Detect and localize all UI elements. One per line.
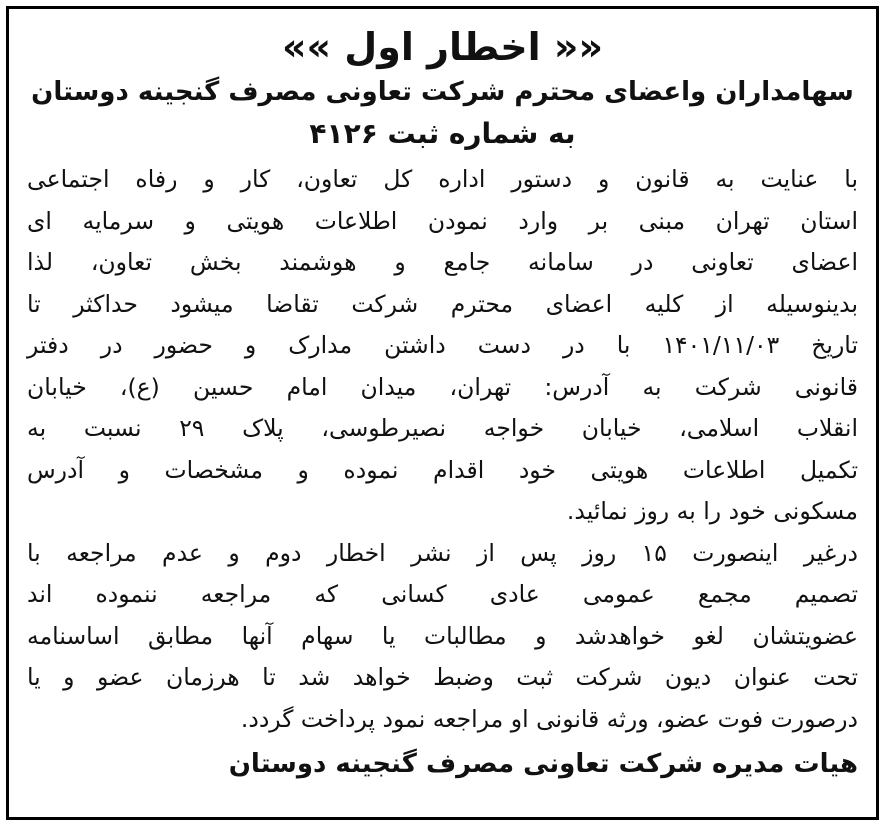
body-line: تحت عنوان دیون شرکت ثبت وضبط خواهد شد تا هرزمان عضو و یا bbox=[27, 663, 858, 691]
body-line: بدینوسیله از کلیه اعضای محترم شرکت تقاضا میشود حداکثر تا bbox=[27, 289, 858, 318]
body-line: تصمیم مجمع عمومی عادی کسانی که مراجعه ننموده اند bbox=[27, 580, 858, 608]
notice-heading-addressee: سهامداران واعضای محترم شرکت تعاونی مصرف گنجینه دوستان bbox=[31, 77, 854, 107]
notice-heading-registration: به شماره ثبت ۴۱۲۶ bbox=[309, 117, 576, 150]
notice-signature: هیات مدیره شرکت تعاونی مصرف گنجینه دوستان bbox=[228, 749, 858, 779]
body-line: انقلاب اسلامی، خیابان خواجه نصیرطوسی، پلاک ۲۹ نسبت به bbox=[27, 414, 858, 442]
body-line: قانونی شرکت به آدرس: تهران، میدان امام حسین (ع)، خیابان bbox=[27, 372, 858, 401]
notice-box bbox=[6, 6, 879, 820]
body-line: عضویتشان لغو خواهدشد و مطالبات یا سهام آنها مطابق اساسنامه bbox=[27, 621, 858, 650]
body-line: تکمیل اطلاعات هویتی خود اقدام نموده و مشخصات و آدرس bbox=[27, 455, 858, 484]
body-line: استان تهران مبنی بر وارد نمودن اطلاعات هویتی و سرمایه ای bbox=[27, 206, 858, 235]
body-line: مسکونی خود را به روز نمائید. bbox=[566, 497, 858, 525]
body-line: با عنایت به قانون و دستور اداره کل تعاون، کار و رفاه اجتماعی bbox=[27, 165, 858, 193]
notice-body bbox=[27, 159, 858, 740]
body-line: تاریخ ۱۴۰۱/۱۱/۰۳ با در دست داشتن مدارک و حضور در دفتر bbox=[27, 331, 858, 359]
body-line: درغیر اینصورت ۱۵ روز پس از نشر اخطار دوم و عدم مراجعه با bbox=[27, 538, 858, 567]
body-line: اعضای تعاونی در سامانه جامع و هوشمند بخش تعاون، لذا bbox=[27, 248, 858, 276]
body-line: درصورت فوت عضو، ورثه قانونی او مراجعه نمود پرداخت گردد. bbox=[240, 704, 858, 733]
notice-title: «« اخطار اول »» bbox=[281, 25, 604, 69]
